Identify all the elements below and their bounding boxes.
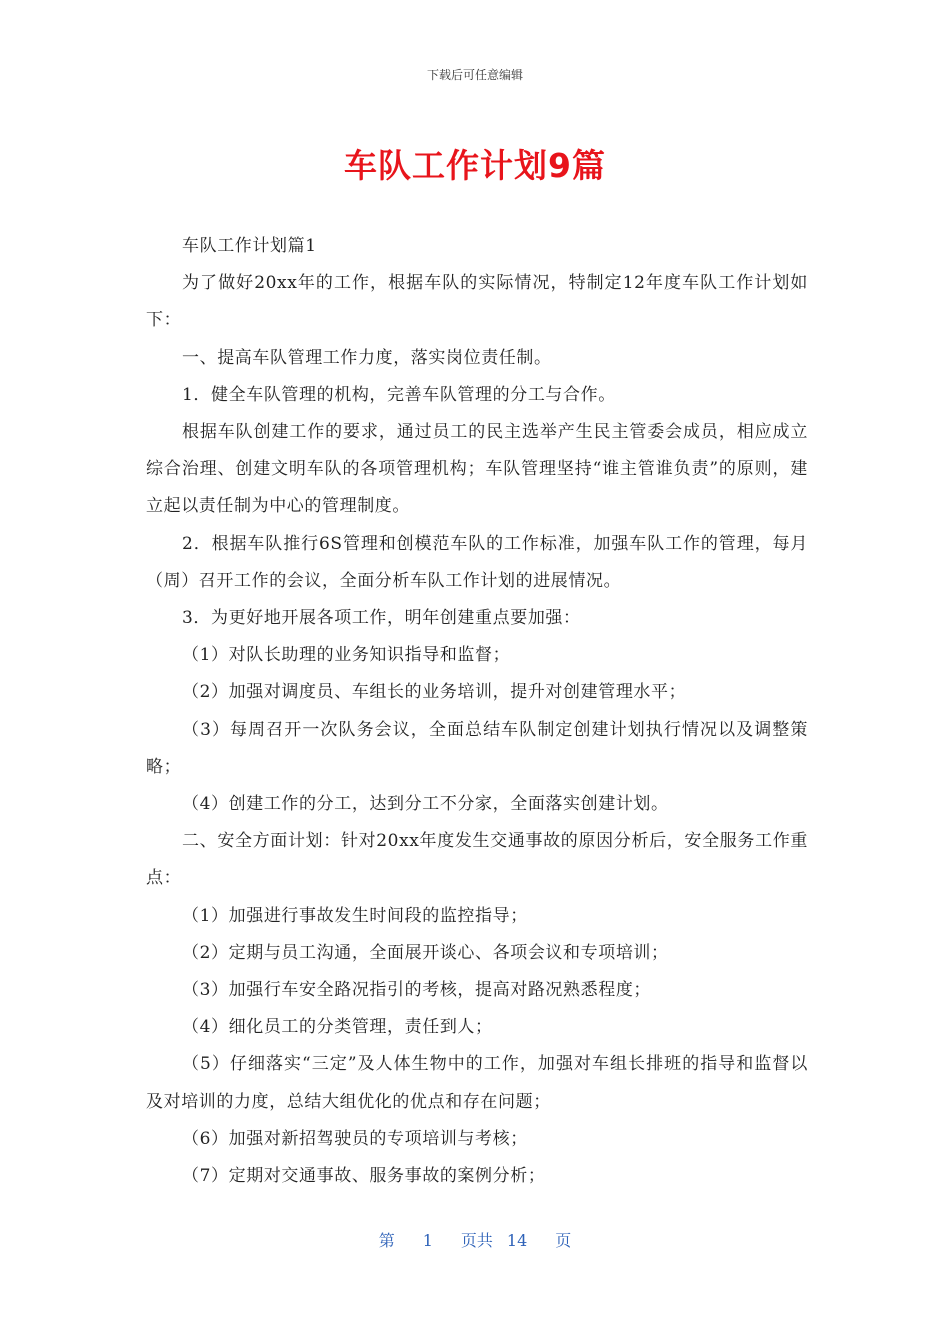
page-total: 14 [506, 1231, 528, 1250]
paragraph: （6）加强对新招驾驶员的专项培训与考核； [182, 1128, 528, 1149]
paragraph: （5）仔细落实“三定”及人体生物中的工作，加强对车组长排班的指导和监督以及对培训的力度，总结大组优化的优点和存在问题； [146, 1054, 808, 1112]
paragraph: 2．根据车队推行6S管理和创模范车队的工作标准，加强车队工作的管理，每月（周）召开工作的会议，全面分析车队工作计划的进展情况。 [146, 533, 808, 591]
paragraph: （7）定期对交通事故、服务事故的案例分析； [182, 1166, 546, 1187]
page-footer [0, 1228, 950, 1251]
paragraph: 为了做好20xx年的工作，根据车队的实际情况，特制定12年度车队工作计划如下： [146, 273, 808, 331]
paragraph: 根据车队创建工作的要求，通过员工的民主选举产生民主管委会成员，相应成立综合治理、创建文明车队的各项管理机构；车队管理坚持“谁主管谁负责”的原则，建立起以责任制为中心的管理制度。 [146, 422, 808, 517]
paragraph: （3）加强行车安全路况指引的考核，提高对路况熟悉程度； [182, 980, 652, 1001]
paragraph: （4）创建工作的分工，达到分工不分家，全面落实创建计划。 [182, 794, 669, 815]
paragraph: （2）加强对调度员、车组长的业务培训，提升对创建管理水平； [182, 682, 687, 703]
paragraph: 一、提高车队管理工作力度，落实岗位责任制。 [182, 347, 552, 368]
paragraph: （1）对队长助理的业务知识指导和监督； [182, 645, 511, 666]
paragraph: 二、安全方面计划：针对20xx年度发生交通事故的原因分析后，安全服务工作重点： [146, 831, 808, 889]
paragraph: （4）细化员工的分类管理，责任到人； [182, 1017, 493, 1038]
paragraph: 车队工作计划篇1 [182, 236, 317, 256]
document-body [146, 228, 808, 1195]
header-note: 下载后可任意编辑 [426, 68, 523, 82]
paragraph: （2）定期与员工沟通，全面展开谈心、各项会议和专项培训； [182, 942, 669, 963]
page-suffix: 页 [555, 1231, 572, 1250]
page-label: 第 [378, 1231, 395, 1250]
document-title: 车队工作计划9篇 [344, 146, 606, 185]
paragraph: 3．为更好地开展各项工作，明年创建重点要加强： [182, 608, 581, 629]
paragraph: （1）加强进行事故发生时间段的监控指导； [182, 905, 528, 926]
paragraph: 1．健全车队管理的机构，完善车队管理的分工与合作。 [182, 384, 616, 405]
page-mid: 页共 [460, 1231, 493, 1250]
page-number: 1 [422, 1231, 433, 1250]
paragraph: （3）每周召开一次队务会议，全面总结车队制定创建计划执行情况以及调整策略； [146, 719, 808, 777]
